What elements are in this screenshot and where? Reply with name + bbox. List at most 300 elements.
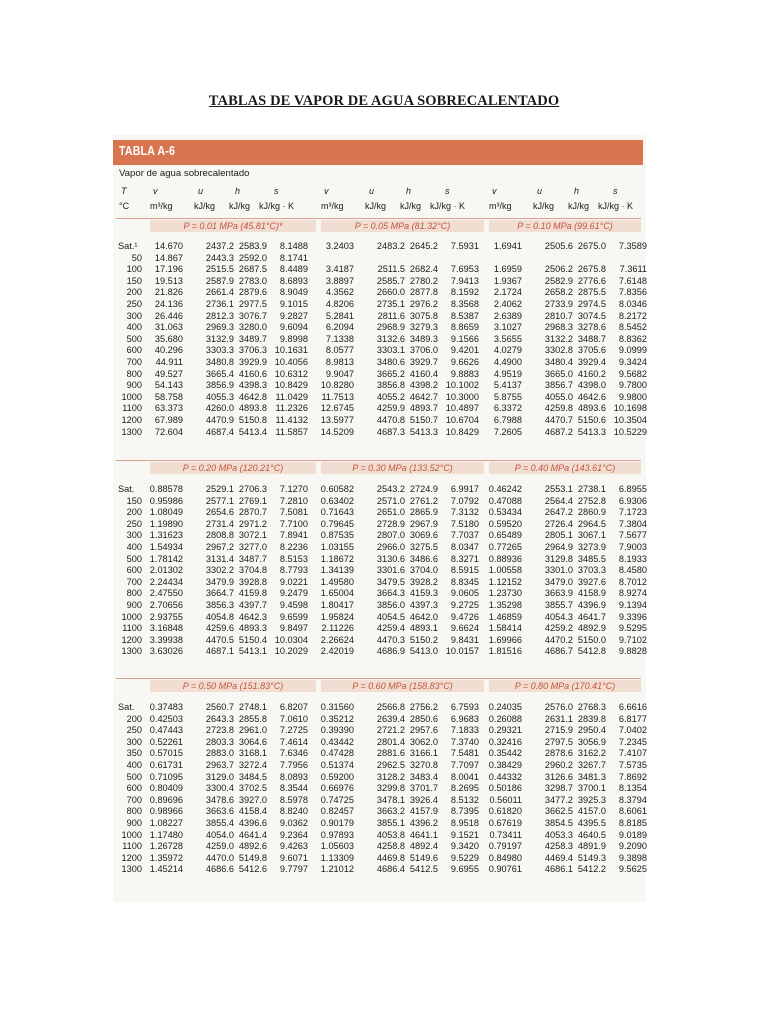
table-cell: 11.5857: [275, 426, 308, 437]
table-cell: 4158.9: [577, 588, 606, 599]
table-cell: 0.59200: [320, 771, 354, 782]
table-cell: 2967.9: [409, 518, 438, 529]
table-cell: 3480.8: [205, 357, 234, 367]
temperature-cell: 350: [126, 748, 142, 759]
temperature-cell: 900: [126, 380, 142, 391]
table-cell: 4469.4: [544, 852, 573, 863]
table-cell: 8.8362: [618, 333, 647, 344]
table-cell: 5412.8: [577, 646, 606, 657]
temperature-cell: 150: [126, 495, 142, 506]
table-cell: 6.8177: [618, 713, 647, 724]
table-cell: 9.5682: [618, 368, 647, 379]
temperature-cell: 1000: [121, 391, 142, 402]
table-cell: 2577.1: [205, 495, 234, 506]
temperature-cell: 700: [126, 794, 142, 805]
table-cell: 1.58414: [488, 623, 522, 634]
table-cell: 7.5677: [618, 530, 647, 541]
table-cell: 3168.1: [238, 748, 267, 759]
table-cell: 4397.7: [238, 600, 267, 610]
table-cell: 2974.5: [577, 299, 606, 309]
table-cell: 7.1338: [325, 333, 354, 344]
table-cell: 3926.4: [409, 794, 438, 805]
table-cell: 9.2090: [618, 841, 647, 852]
table-cell: 4053.8: [376, 829, 405, 840]
table-cell: 0.43442: [320, 736, 354, 747]
pressure-label: P = 0.20 MPa (120.21°C): [182, 463, 284, 473]
table-cell: 0.52261: [149, 736, 183, 747]
table-cell: 3301.6: [376, 565, 405, 576]
table-cell: 0.67619: [488, 818, 522, 828]
table-cell: 0.46242: [488, 484, 522, 494]
table-cell: 3.8897: [325, 275, 354, 286]
table-cell: 4396.2: [409, 818, 438, 828]
table-cell: 7.3611: [619, 264, 647, 275]
table-cell: 2505.6: [544, 241, 573, 251]
table-cell: 2860.9: [577, 507, 606, 518]
table-cell: 5413.0: [409, 646, 438, 657]
table-cell: 4054.3: [544, 611, 573, 622]
table-cell: 2585.7: [376, 275, 405, 286]
temperature-cell: 800: [126, 368, 142, 379]
header-unit: kJ/kg: [568, 201, 590, 211]
table-cell: 3487.7: [238, 553, 267, 564]
table-cell: 8.0577: [325, 345, 354, 356]
table-cell: 7.0402: [618, 725, 647, 736]
table-cell: 3273.9: [577, 542, 606, 552]
table-cell: 3856.3: [205, 600, 234, 610]
table-cell: 4157.0: [577, 806, 606, 817]
table-cell: 2968.9: [376, 322, 405, 333]
header-unit: kJ/kg: [400, 201, 422, 211]
table-cell: 7.6148: [618, 275, 647, 286]
table-cell: 8.8659: [450, 322, 479, 333]
table-cell: 8.8185: [618, 818, 647, 828]
table-cell: 0.39390: [320, 725, 354, 736]
table-cell: 9.6094: [279, 322, 308, 333]
table-cell: 3129.8: [544, 553, 573, 564]
table-cell: 8.0893: [279, 771, 308, 782]
table-cell: 72.604: [154, 426, 183, 437]
table-cell: 3484.5: [238, 771, 267, 782]
table-cell: 4.9519: [493, 368, 522, 379]
table-cell: 4893.8: [238, 403, 267, 414]
table-cell: 10.1698: [613, 403, 647, 414]
header-unit: kJ/kg · K: [259, 201, 295, 211]
table-cell: 8.5132: [450, 794, 479, 805]
table-label: TABLA A-6: [119, 144, 176, 158]
table-cell: 4641.7: [577, 611, 606, 622]
table-cell: 1.65004: [320, 588, 354, 599]
table-cell: 5150.2: [409, 634, 438, 645]
table-cell: 0.53434: [488, 507, 522, 518]
temperature-cell: 1300: [121, 646, 142, 657]
table-cell: 8.9813: [325, 357, 354, 367]
page-title: TABLAS DE VAPOR DE AGUA SOBRECALENTADO: [208, 93, 560, 109]
header-unit: °C: [119, 201, 130, 211]
table-cell: 1.34139: [320, 565, 354, 576]
table-cell: 6.8955: [618, 484, 647, 494]
table-cell: 4470.2: [544, 634, 573, 645]
table-cell: 3.5655: [493, 333, 522, 344]
table-cell: 9.4201: [450, 345, 479, 356]
table-cell: 1.46859: [488, 611, 522, 622]
table-cell: 1.00558: [488, 565, 522, 576]
table-cell: 2735.1: [376, 299, 405, 309]
table-cell: 7.1270: [279, 484, 308, 494]
table-cell: 1.35298: [488, 600, 522, 610]
table-cell: 3279.3: [409, 322, 438, 333]
table-cell: 4893.7: [409, 403, 438, 414]
table-cell: 2870.7: [238, 507, 267, 518]
table-cell: 3302.8: [544, 345, 573, 356]
table-cell: 8.7012: [618, 576, 647, 587]
temperature-cell: 150: [126, 275, 142, 286]
table-cell: 3663.6: [205, 806, 234, 817]
table-cell: 10.8280: [320, 380, 354, 391]
table-cell: 2721.2: [376, 725, 405, 736]
table-cell: 4395.5: [577, 818, 606, 828]
table-cell: 5413.3: [409, 426, 438, 437]
table-cell: 2881.6: [376, 748, 405, 759]
table-cell: 9.8828: [618, 646, 647, 657]
table-cell: 4686.9: [376, 646, 405, 657]
table-cell: 7.0610: [279, 713, 308, 724]
table-cell: 4.0279: [493, 345, 522, 356]
table-cell: 2592.0: [238, 252, 267, 263]
table-cell: 2977.5: [238, 299, 267, 309]
table-cell: 21.826: [154, 287, 183, 298]
table-cell: 3132.2: [544, 333, 573, 344]
table-cell: 3706.0: [409, 345, 438, 356]
table-cell: 2511.5: [377, 264, 405, 275]
table-cell: 2768.3: [577, 702, 606, 712]
table-cell: 3700.1: [577, 783, 606, 794]
table-cell: 4160.2: [577, 368, 606, 379]
temperature-cell: 700: [126, 357, 142, 367]
table-cell: 2631.1: [544, 713, 573, 724]
table-cell: 3929.9: [238, 357, 267, 367]
header-symbol: h: [406, 186, 412, 196]
table-cell: 3270.8: [409, 760, 438, 770]
table-cell: 10.3000: [445, 391, 479, 402]
table-cell: 9.0362: [279, 818, 308, 828]
table-cell: 2483.2: [376, 241, 405, 251]
header-symbol: s: [613, 186, 618, 196]
table-cell: 4687.2: [544, 426, 573, 437]
table-cell: 8.8240: [279, 806, 308, 817]
table-cell: 9.4598: [279, 600, 308, 610]
table-cell: 3703.3: [577, 565, 606, 576]
temperature-cell: Sat.¹: [118, 241, 138, 251]
table-cell: 3477.2: [544, 794, 573, 805]
table-cell: 2769.1: [238, 495, 267, 506]
table-cell: 3302.2: [205, 565, 234, 576]
table-cell: 3856.7: [544, 380, 573, 391]
table-cell: 0.47428: [320, 748, 354, 759]
table-cell: 0.29321: [488, 725, 522, 736]
table-cell: 3162.2: [577, 748, 606, 759]
table-cell: 0.63402: [320, 495, 354, 506]
table-cell: 1.54934: [149, 542, 183, 552]
header-unit: m³/kg: [321, 201, 344, 211]
table-cell: 8.6893: [279, 275, 308, 286]
table-cell: 3662.5: [544, 806, 573, 817]
table-cell: 3479.5: [376, 576, 405, 587]
table-cell: 4258.3: [544, 841, 573, 852]
table-cell: 3856.8: [376, 380, 405, 391]
table-cell: 3126.6: [544, 771, 573, 782]
pressure-band: [150, 220, 316, 232]
header-symbol: v: [492, 186, 497, 196]
table-cell: 2.01302: [149, 565, 183, 576]
table-cell: 5413.1: [238, 646, 267, 657]
table-cell: 2643.3: [205, 713, 234, 724]
table-cell: 2839.8: [577, 713, 606, 724]
table-cell: 5149.6: [409, 852, 438, 863]
table-cell: 5150.7: [409, 415, 438, 425]
table-cell: 1.69966: [488, 634, 522, 645]
table-cell: 2506.2: [544, 264, 573, 275]
table-cell: 3067.1: [577, 530, 606, 541]
temperature-cell: 1000: [121, 611, 142, 622]
table-cell: 4687.1: [205, 646, 234, 657]
table-cell: 1.08049: [149, 507, 183, 518]
table-cell: 9.6955: [450, 864, 479, 875]
table-cell: 0.51374: [320, 760, 354, 770]
table-cell: 0.56011: [489, 794, 522, 805]
table-cell: 2812.3: [205, 310, 234, 321]
temperature-cell: 100: [126, 264, 142, 275]
table-cell: 2675.0: [577, 241, 606, 251]
table-cell: 4470.0: [205, 852, 234, 863]
table-cell: 4054.0: [205, 829, 234, 840]
table-cell: 3702.5: [238, 783, 267, 794]
table-cell: 4159.3: [409, 588, 438, 599]
table-cell: 6.7593: [450, 702, 479, 712]
table-cell: 5.4137: [493, 380, 522, 391]
table-cell: 0.42503: [149, 713, 183, 724]
table-cell: 9.1394: [618, 600, 647, 610]
table-cell: 1.31623: [149, 530, 183, 541]
table-cell: 9.8431: [450, 634, 479, 645]
pressure-band: [489, 220, 641, 232]
table-cell: 8.5387: [450, 310, 479, 321]
table-cell: 4398.0: [577, 380, 606, 391]
table-cell: 10.0157: [445, 646, 479, 657]
pressure-label: P = 0.50 MPa (151.83°C): [182, 681, 284, 691]
table-cell: 9.0221: [279, 576, 308, 587]
table-cell: 0.77265: [488, 542, 522, 552]
table-cell: 2.70656: [149, 600, 183, 610]
table-cell: 4891.9: [577, 841, 606, 852]
table-cell: 3854.5: [544, 818, 573, 828]
table-cell: 4470.9: [205, 415, 234, 425]
table-cell: 4158.4: [238, 806, 267, 817]
table-cell: 7.3589: [618, 241, 647, 251]
table-cell: 2761.2: [409, 495, 438, 506]
table-cell: 9.3424: [618, 357, 647, 367]
table-cell: 3929.4: [577, 357, 606, 367]
table-cell: 4397.3: [409, 600, 438, 610]
table-cell: 6.9306: [618, 495, 647, 506]
table-cell: 2675.8: [577, 264, 606, 275]
table-cell: 0.71643: [320, 507, 354, 518]
header-symbol: h: [235, 186, 241, 196]
temperature-cell: 400: [126, 542, 142, 552]
table-cell: 4469.8: [376, 852, 405, 863]
table-cell: 3663.9: [544, 588, 573, 599]
table-cell: 4893.6: [577, 403, 606, 414]
table-cell: 7.7097: [450, 760, 479, 770]
table-cell: 8.2236: [279, 542, 308, 552]
table-cell: 10.8429: [445, 426, 479, 437]
table-cell: 40.296: [154, 345, 183, 356]
table-cell: 10.6704: [445, 415, 479, 425]
table-cell: 10.4897: [445, 403, 479, 414]
temperature-cell: 400: [126, 760, 142, 770]
table-cell: 3928.2: [409, 576, 438, 587]
table-cell: 3298.7: [544, 783, 573, 794]
table-cell: 3.1027: [493, 322, 522, 333]
table-cell: 7.3132: [450, 507, 479, 518]
table-cell: 9.3420: [450, 841, 479, 852]
table-cell: 3076.7: [238, 310, 267, 321]
table-cell: 2647.2: [544, 507, 573, 518]
table-cell: 3301.0: [544, 565, 573, 576]
table-cell: 3483.4: [409, 771, 438, 782]
table-cell: 5413.3: [577, 426, 606, 437]
table-cell: 8.1354: [618, 783, 647, 794]
table-cell: 3701.7: [409, 783, 438, 794]
table-cell: 0.71095: [149, 771, 183, 782]
table-cell: 8.1741: [279, 252, 308, 263]
temperature-cell: 600: [126, 565, 142, 576]
table-cell: 9.2827: [279, 310, 308, 321]
table-cell: 7.0792: [450, 495, 479, 506]
header-unit: kJ/kg · K: [430, 201, 466, 211]
temperature-cell: 1100: [122, 623, 142, 634]
table-cell: 14.670: [154, 241, 183, 251]
table-cell: 7.9413: [450, 275, 479, 286]
table-cell: 9.6626: [450, 357, 479, 367]
table-cell: 4892.9: [577, 623, 606, 634]
table-cell: 5150.0: [577, 634, 606, 645]
table-cell: 2736.1: [205, 299, 234, 309]
table-cell: 2560.7: [205, 702, 234, 712]
temperature-cell: 1200: [121, 415, 142, 425]
table-cell: 7.5735: [618, 760, 647, 770]
table-cell: 2731.4: [205, 518, 234, 529]
table-cell: 4396.6: [238, 818, 267, 828]
table-cell: 2651.0: [376, 507, 405, 518]
table-cell: 4160.4: [409, 368, 438, 379]
table-cell: 1.9367: [493, 275, 522, 286]
table-cell: 8.5978: [279, 794, 308, 805]
temperature-cell: 500: [126, 553, 142, 564]
table-cell: 2967.2: [205, 542, 234, 552]
table-cell: 3300.4: [205, 783, 234, 794]
table-cell: 3.63026: [149, 646, 183, 657]
table-cell: 7.4107: [618, 748, 647, 759]
table-cell: 6.3372: [493, 403, 522, 414]
table-cell: 3299.8: [376, 783, 405, 794]
table-cell: 4259.4: [376, 623, 405, 634]
table-cell: 7.6346: [279, 748, 308, 759]
pressure-band: [489, 680, 641, 692]
table-cell: 7.2810: [279, 495, 308, 506]
table-cell: 3480.4: [544, 357, 573, 367]
temperature-cell: 200: [126, 287, 142, 298]
table-cell: 6.6616: [618, 702, 647, 712]
table-cell: 10.1002: [445, 380, 479, 391]
pressure-band: [150, 680, 316, 692]
table-cell: 2883.0: [205, 748, 234, 759]
table-cell: 10.4056: [274, 357, 308, 367]
pressure-label: P = 0.40 MPa (143.61°C): [514, 463, 616, 473]
table-cell: 3072.1: [238, 530, 267, 541]
pressure-label: P = 0.60 MPa (158.83°C): [352, 681, 453, 691]
table-cell: 4159.8: [238, 588, 267, 599]
table-cell: 1.80417: [320, 600, 354, 610]
table-cell: 2748.1: [238, 702, 267, 712]
table-cell: 2726.4: [544, 518, 573, 529]
table-cell: 3928.8: [238, 576, 267, 587]
table-cell: 5412.6: [238, 864, 267, 875]
temperature-cell: 300: [126, 310, 142, 321]
table-cell: 10.2029: [274, 646, 308, 657]
table-cell: 1.35972: [149, 852, 183, 863]
block-separator: [116, 218, 641, 219]
table-cell: 4687.4: [205, 426, 234, 437]
temperature-cell: 200: [126, 507, 142, 518]
table-cell: 4642.6: [577, 391, 606, 402]
table-cell: 8.3568: [450, 299, 479, 309]
table-cell: 2962.5: [376, 760, 405, 770]
table-cell: 2529.1: [205, 484, 234, 494]
table-cell: 4055.2: [376, 391, 405, 402]
table-cell: 3481.3: [577, 771, 606, 782]
pressure-band: [150, 462, 316, 474]
header-unit: kJ/kg: [365, 201, 387, 211]
header-symbol: h: [574, 186, 580, 196]
table-cell: 9.7800: [618, 380, 647, 391]
table-cell: 2807.0: [376, 530, 405, 541]
table-cell: 4470.7: [544, 415, 573, 425]
table-cell: 8.7395: [450, 806, 479, 817]
table-cell: 0.44332: [488, 771, 522, 782]
table-cell: 7.3804: [618, 518, 647, 529]
table-cell: 0.98966: [149, 806, 183, 817]
table-cell: 4259.8: [544, 403, 573, 414]
table-cell: 4055.3: [205, 391, 234, 402]
table-cell: 9.7797: [279, 864, 308, 875]
table-cell: 3704.8: [238, 565, 267, 576]
table-cell: 9.5625: [618, 864, 647, 875]
table-cell: 12.6745: [320, 403, 354, 414]
table-cell: 8.1592: [450, 287, 479, 298]
table-cell: 2963.7: [205, 760, 234, 770]
table-cell: 7.7100: [279, 518, 308, 529]
table-cell: 4642.8: [238, 391, 267, 402]
table-cell: 5412.5: [409, 864, 438, 875]
table-cell: 2738.1: [577, 484, 606, 494]
table-cell: 2875.5: [577, 287, 606, 298]
table-cell: 9.8998: [279, 333, 308, 344]
table-cell: 19.513: [154, 275, 183, 286]
table-cell: 2879.6: [238, 287, 267, 298]
temperature-cell: 1300: [121, 426, 142, 437]
temperature-cell: 250: [126, 299, 142, 309]
